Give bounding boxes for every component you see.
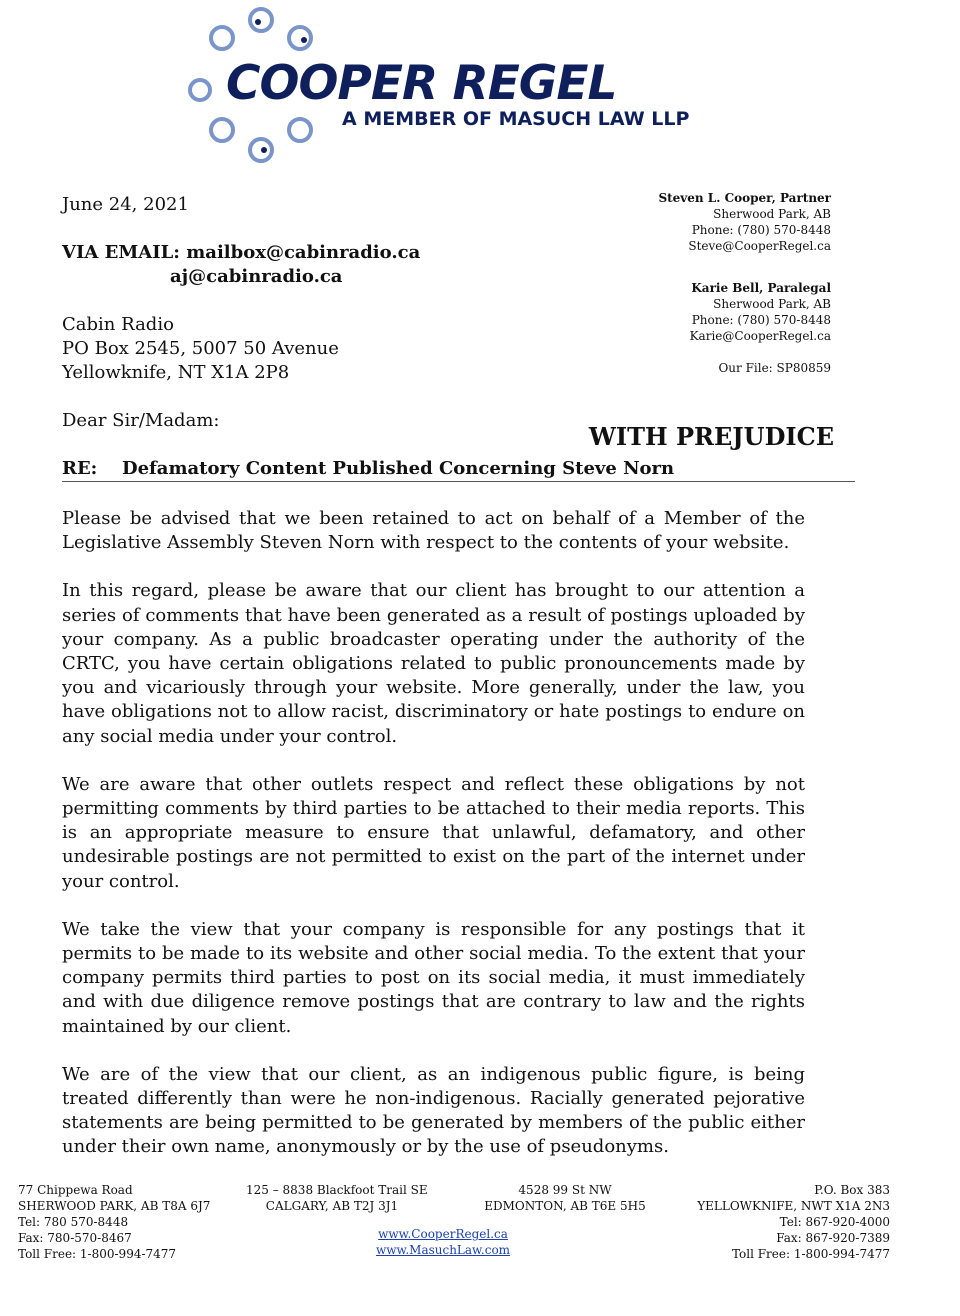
sender-name: Karie Bell, Paralegal (691, 281, 831, 295)
masuch-law-link[interactable]: www.MasuchLaw.com (375, 1243, 511, 1257)
email-link-mailbox[interactable]: mailbox@cabinradio.ca (186, 242, 421, 263)
footer-line: Fax: 780-570-8467 (18, 1231, 132, 1245)
footer-line: Fax: 867-920-7389 (776, 1231, 890, 1245)
footer-line: P.O. Box 383 (814, 1183, 890, 1197)
office-sherwood-park (18, 1182, 210, 1262)
sender-phone: Phone: (780) 570-8448 (691, 313, 831, 327)
sender-email[interactable]: Karie@CooperRegel.ca (689, 329, 831, 343)
office-yellowknife (697, 1182, 890, 1262)
file-number: Our File: SP80859 (718, 361, 831, 375)
body-paragraph: Please be advised that we been retained to act on behalf of a Member of the Legislative Assembly Steven Norn with respect to the contents of your website. (62, 508, 805, 554)
body-paragraph: We are of the view that our client, as an indigenous public figure, is being treated differently than were he non-indigenous. Racially generated pejorative statements are being permitted to be generated by members of the public either under their own name, anonymously or by the use of pseudonyms. (62, 1063, 805, 1158)
with-prejudice-heading: WITH PREJUDICE (588, 422, 834, 451)
subject-label: RE: (62, 458, 98, 479)
footer-line: SHERWOOD PARK, AB T8A 6J7 (18, 1199, 211, 1213)
recipient-line: Yellowknife, NT X1A 2P8 (62, 362, 290, 383)
sender-city: Sherwood Park, AB (713, 207, 831, 221)
footer-line: 77 Chippewa Road (18, 1183, 133, 1197)
footer-line: YELLOWKNIFE, NWT X1A 2N3 (697, 1199, 890, 1213)
letter-body (62, 507, 805, 1184)
via-email-label: VIA EMAIL: (62, 242, 180, 263)
salutation: Dear Sir/Madam: (62, 410, 220, 431)
sender-name: Steven L. Cooper, Partner (658, 191, 831, 205)
sender-contacts (658, 190, 831, 376)
footer-links (340, 1226, 546, 1258)
footer-line: EDMONTON, AB T6E 5H5 (484, 1199, 646, 1213)
recipient-line: PO Box 2545, 5007 50 Avenue (62, 338, 339, 359)
sender-phone: Phone: (780) 570-8448 (691, 223, 831, 237)
firm-logo (186, 4, 706, 172)
email-link-aj[interactable]: aj@cabinradio.ca (170, 266, 343, 287)
footer-line: Toll Free: 1-800-994-7477 (18, 1247, 177, 1261)
letter-date: June 24, 2021 (62, 194, 189, 215)
footer-line: 4528 99 St NW (518, 1183, 612, 1197)
subject-line (62, 458, 855, 482)
footer-line: Toll Free: 1-800-994-7477 (731, 1247, 890, 1261)
office-edmonton (480, 1182, 650, 1214)
footer-line: Tel: 867-920-4000 (779, 1215, 890, 1229)
letter-header (62, 193, 420, 433)
recipient-line: Cabin Radio (62, 314, 174, 335)
body-paragraph: We take the view that your company is responsible for any postings that it permits to be made to its website and other social media. To the extent that your company permits third parties to post on its social media, it must immediately and with due diligence remove postings that are contrary to law and the rights maintained by our client. (62, 918, 805, 1037)
sender-city: Sherwood Park, AB (713, 297, 831, 311)
cooper-regel-link[interactable]: www.CooperRegel.ca (378, 1227, 508, 1241)
logo-tagline: A MEMBER OF MASUCH LAW LLP (342, 108, 690, 130)
footer-line: CALGARY, AB T2J 3J1 (265, 1199, 399, 1213)
footer-line: 125 – 8838 Blackfoot Trail SE (246, 1183, 428, 1197)
body-paragraph: In this regard, please be aware that our client has brought to our attention a series of comments that have been generated as a result of postings uploaded by your company. As a public broadcaster operating under the authority of the CRTC, you have certain obligations related to public pronouncements made by you and vicariously through your website. More generally, under the law, you have obligations not to allow racist, discriminatory or hate postings to endure on any social media under your control. (62, 580, 805, 747)
logo-firm-name: COOPER REGEL (226, 56, 617, 111)
office-calgary (246, 1182, 428, 1214)
sender-email[interactable]: Steve@CooperRegel.ca (688, 239, 831, 253)
recipient-address (62, 313, 420, 385)
subject-text: Defamatory Content Published Concerning Steve Norn (122, 458, 675, 479)
via-email-block (62, 241, 420, 289)
body-paragraph: We are aware that other outlets respect and reflect these obligations by not permitting comments by third parties to be attached to their media reports. This is an appropriate measure to ensure that unlawful, defamatory, and other undesirable postings are not permitted to exist on the part of the internet under your control. (62, 773, 805, 892)
footer-line: Tel: 780 570-8448 (18, 1215, 129, 1229)
